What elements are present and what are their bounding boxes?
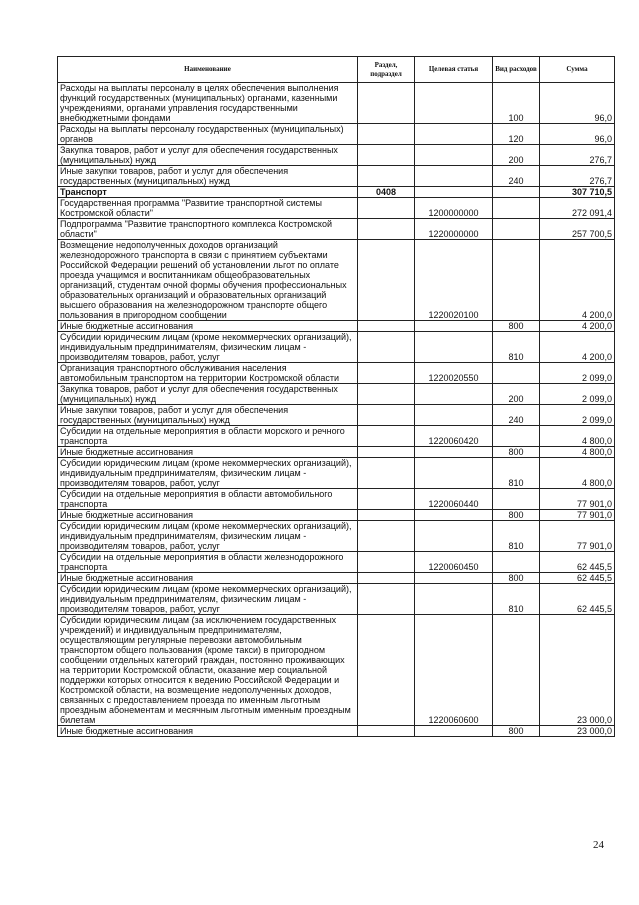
- row-target: [415, 447, 493, 458]
- row-target: [415, 573, 493, 584]
- row-target: 1220060420: [415, 426, 493, 447]
- row-type: 800: [493, 726, 540, 737]
- row-section: [358, 726, 415, 737]
- row-name: Субсидии юридическим лицам (кроме некоммерческих организаций), индивидуальным предпринимателям, физическим лицам - производителям товаров, работ, услуг: [58, 458, 358, 489]
- row-target: [415, 584, 493, 615]
- row-type: 240: [493, 405, 540, 426]
- row-sum: 272 091,4: [540, 198, 615, 219]
- header-sum: Сумма: [540, 57, 615, 83]
- row-type: 810: [493, 584, 540, 615]
- table-row: [58, 187, 615, 198]
- row-target: 1220000000: [415, 219, 493, 240]
- table-row: [58, 426, 615, 447]
- row-sum: 77 901,0: [540, 510, 615, 521]
- row-name: Закупка товаров, работ и услуг для обеспечения государственных (муниципальных) нужд: [58, 384, 358, 405]
- row-target: [415, 166, 493, 187]
- table-row: [58, 198, 615, 219]
- row-section: [358, 489, 415, 510]
- row-type: [493, 198, 540, 219]
- row-target: [415, 458, 493, 489]
- table-row: [58, 726, 615, 737]
- row-type: [493, 219, 540, 240]
- header-name: Наименование: [58, 57, 358, 83]
- row-section: [358, 219, 415, 240]
- row-type: 120: [493, 124, 540, 145]
- table-row: [58, 458, 615, 489]
- table-row: [58, 552, 615, 573]
- row-sum: 276,7: [540, 145, 615, 166]
- row-section: [358, 124, 415, 145]
- row-name: Расходы на выплаты персоналу государственных (муниципальных) органов: [58, 124, 358, 145]
- row-type: 800: [493, 573, 540, 584]
- table-row: [58, 332, 615, 363]
- table-row: [58, 489, 615, 510]
- row-name: Субсидии юридическим лицам (кроме некоммерческих организаций), индивидуальным предпринимателям, физическим лицам - производителям товаров, работ, услуг: [58, 521, 358, 552]
- row-type: 810: [493, 332, 540, 363]
- row-target: [415, 145, 493, 166]
- row-target: [415, 83, 493, 124]
- table-row: [58, 145, 615, 166]
- row-target: [415, 510, 493, 521]
- header-type: Вид расходов: [493, 57, 540, 83]
- table-row: [58, 384, 615, 405]
- row-target: 1220020100: [415, 240, 493, 321]
- table-row: [58, 584, 615, 615]
- row-sum: 77 901,0: [540, 489, 615, 510]
- row-section: [358, 458, 415, 489]
- row-name: Расходы на выплаты персоналу в целях обеспечения выполнения функций государственных (муниципальных) органами, казенными учреждениями, органами управления государственными внебюджетными фондами: [58, 83, 358, 124]
- row-type: 810: [493, 521, 540, 552]
- row-type: 200: [493, 384, 540, 405]
- row-name: Субсидии юридическим лицам (кроме некоммерческих организаций), индивидуальным предпринимателям, физическим лицам - производителям товаров, работ, услуг: [58, 584, 358, 615]
- row-name: Организация транспортного обслуживания населения автомобильным транспортом на территории Костромской области: [58, 363, 358, 384]
- row-name: Закупка товаров, работ и услуг для обеспечения государственных (муниципальных) нужд: [58, 145, 358, 166]
- row-target: 1220060600: [415, 615, 493, 726]
- budget-table: [57, 56, 615, 737]
- row-section: [358, 615, 415, 726]
- row-target: 1200000000: [415, 198, 493, 219]
- row-section: 0408: [358, 187, 415, 198]
- row-section: [358, 447, 415, 458]
- table-row: [58, 83, 615, 124]
- row-section: [358, 198, 415, 219]
- table-row: [58, 166, 615, 187]
- table-row: [58, 510, 615, 521]
- row-type: 240: [493, 166, 540, 187]
- row-type: [493, 240, 540, 321]
- row-name: Иные закупки товаров, работ и услуг для обеспечения государственных (муниципальных) нужд: [58, 166, 358, 187]
- header-section: Раздел, подраздел: [358, 57, 415, 83]
- row-section: [358, 573, 415, 584]
- row-name: Субсидии на отдельные мероприятия в области морского и речного транспорта: [58, 426, 358, 447]
- row-name: Субсидии юридическим лицам (кроме некоммерческих организаций), индивидуальным предпринимателям, физическим лицам - производителям товаров, работ, услуг: [58, 332, 358, 363]
- table-row: [58, 615, 615, 726]
- row-sum: 276,7: [540, 166, 615, 187]
- table-row: [58, 573, 615, 584]
- row-sum: 307 710,5: [540, 187, 615, 198]
- row-type: 800: [493, 447, 540, 458]
- row-type: [493, 552, 540, 573]
- row-target: [415, 321, 493, 332]
- row-sum: 4 800,0: [540, 426, 615, 447]
- row-sum: 2 099,0: [540, 363, 615, 384]
- table-row: [58, 240, 615, 321]
- row-sum: 4 800,0: [540, 458, 615, 489]
- row-name: Транспорт: [58, 187, 358, 198]
- row-sum: 2 099,0: [540, 384, 615, 405]
- row-section: [358, 510, 415, 521]
- row-section: [358, 552, 415, 573]
- row-type: [493, 489, 540, 510]
- row-section: [358, 321, 415, 332]
- header-target: Целевая статья: [415, 57, 493, 83]
- table-row: [58, 219, 615, 240]
- row-sum: 62 445,5: [540, 552, 615, 573]
- table-header-row: [58, 57, 615, 83]
- row-section: [358, 145, 415, 166]
- row-section: [358, 83, 415, 124]
- row-type: [493, 363, 540, 384]
- row-sum: 2 099,0: [540, 405, 615, 426]
- row-sum: 96,0: [540, 83, 615, 124]
- row-target: [415, 521, 493, 552]
- row-type: [493, 187, 540, 198]
- row-sum: 4 200,0: [540, 321, 615, 332]
- row-sum: 4 200,0: [540, 240, 615, 321]
- row-sum: 23 000,0: [540, 726, 615, 737]
- row-section: [358, 363, 415, 384]
- row-name: Иные бюджетные ассигнования: [58, 447, 358, 458]
- row-target: [415, 332, 493, 363]
- row-target: [415, 384, 493, 405]
- row-type: 100: [493, 83, 540, 124]
- row-target: [415, 726, 493, 737]
- row-target: [415, 187, 493, 198]
- row-name: Возмещение недополученных доходов организаций железнодорожного транспорта в связи с принятием субъектами Российской Федерации решений об установлении льгот по оплате проезда учащимся и воспитанникам общеобразовательных организаций, студентам очной формы обучения профессиональных образовательных организаций и образовательных организаций высшего образования на железнодорожном транспорте общего пользования в пригородном сообщении: [58, 240, 358, 321]
- row-sum: 62 445,5: [540, 573, 615, 584]
- row-target: [415, 124, 493, 145]
- table-row: [58, 363, 615, 384]
- row-name: Иные бюджетные ассигнования: [58, 573, 358, 584]
- table-row: [58, 447, 615, 458]
- row-section: [358, 332, 415, 363]
- row-name: Иные бюджетные ассигнования: [58, 726, 358, 737]
- row-target: 1220060450: [415, 552, 493, 573]
- row-section: [358, 521, 415, 552]
- row-type: [493, 615, 540, 726]
- row-section: [358, 384, 415, 405]
- table-row: [58, 405, 615, 426]
- row-sum: 23 000,0: [540, 615, 615, 726]
- row-target: 1220060440: [415, 489, 493, 510]
- row-target: 1220020550: [415, 363, 493, 384]
- row-type: 800: [493, 510, 540, 521]
- row-type: 200: [493, 145, 540, 166]
- table-row: [58, 321, 615, 332]
- row-target: [415, 405, 493, 426]
- row-name: Субсидии юридическим лицам (за исключением государственных учреждений) и индивидуальным предпринимателям, осуществляющим регулярные перевозки автомобильным транспортом общего пользования (кроме такси) в пригородном сообщении отдельных категорий граждан, постоянно проживающих на территории Костромской области, оказание мер социальной поддержки которых относится к ведению Российской Федерации и Костромской области, на возмещение недополученных доходов, связанных с предоставлением проезда по именным льготным проездным абонементам и месячным льготным именным проездным билетам: [58, 615, 358, 726]
- table-row: [58, 521, 615, 552]
- row-sum: 96,0: [540, 124, 615, 145]
- row-name: Иные бюджетные ассигнования: [58, 321, 358, 332]
- row-sum: 4 200,0: [540, 332, 615, 363]
- row-sum: 62 445,5: [540, 584, 615, 615]
- row-name: Государственная программа "Развитие транспортной системы Костромской области": [58, 198, 358, 219]
- budget-table-sheet: [57, 56, 614, 737]
- row-type: [493, 426, 540, 447]
- row-sum: 4 800,0: [540, 447, 615, 458]
- row-section: [358, 166, 415, 187]
- row-sum: 77 901,0: [540, 521, 615, 552]
- row-name: Иные закупки товаров, работ и услуг для обеспечения государственных (муниципальных) нужд: [58, 405, 358, 426]
- page-number: 24: [593, 839, 604, 851]
- row-section: [358, 240, 415, 321]
- row-name: Иные бюджетные ассигнования: [58, 510, 358, 521]
- row-type: 810: [493, 458, 540, 489]
- table-row: [58, 124, 615, 145]
- row-name: Подпрограмма "Развитие транспортного комплекса Костромской области": [58, 219, 358, 240]
- row-section: [358, 426, 415, 447]
- row-name: Субсидии на отдельные мероприятия в области железнодорожного транспорта: [58, 552, 358, 573]
- row-type: 800: [493, 321, 540, 332]
- row-section: [358, 405, 415, 426]
- row-name: Субсидии на отдельные мероприятия в области автомобильного транспорта: [58, 489, 358, 510]
- row-section: [358, 584, 415, 615]
- row-sum: 257 700,5: [540, 219, 615, 240]
